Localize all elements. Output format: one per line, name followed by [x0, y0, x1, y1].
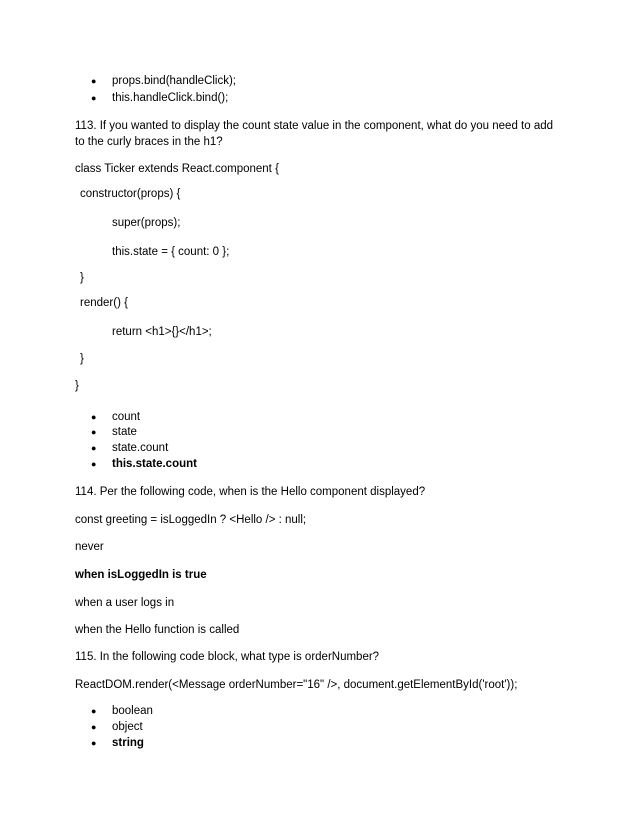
question-114: 114. Per the following code, when is the Hello component displayed?	[75, 486, 426, 498]
option-string-answer: string	[112, 737, 144, 749]
code-line: const greeting = isLoggedIn ? <Hello /> : null;	[75, 514, 307, 526]
list-item: this.handleClick.bind();	[112, 92, 229, 104]
option-state-count: state.count	[112, 442, 169, 454]
option-boolean: boolean	[112, 705, 153, 717]
question-113-line1: 113. If you wanted to display the count state value in the component, what do you need to add	[75, 120, 554, 132]
code-line: ReactDOM.render(<Message orderNumber="16" />, document.getElementById('root'));	[75, 679, 518, 691]
bullet-icon: ●	[91, 93, 97, 103]
question-115: 115. In the following code block, what type is orderNumber?	[75, 651, 380, 663]
bullet-icon: ●	[91, 412, 97, 422]
option-when-isloggedin-true-answer: when isLoggedIn is true	[75, 569, 207, 581]
code-line: }	[75, 380, 79, 392]
option-count: count	[112, 411, 141, 423]
question-113-line2: to the curly braces in the h1?	[75, 136, 223, 148]
code-line: }	[80, 353, 84, 365]
option-when-user-logs-in: when a user logs in	[75, 597, 175, 609]
bullet-icon: ●	[91, 427, 97, 437]
code-line: return <h1>{}</h1>;	[112, 326, 212, 338]
option-object: object	[112, 721, 143, 733]
bullet-icon: ●	[91, 722, 97, 732]
option-this-state-count-answer: this.state.count	[112, 458, 197, 470]
code-line: this.state = { count: 0 };	[112, 246, 230, 258]
bullet-icon: ●	[91, 459, 97, 469]
option-never: never	[75, 541, 104, 553]
bullet-icon: ●	[91, 738, 97, 748]
code-line: }	[80, 272, 84, 284]
list-item: props.bind(handleClick);	[112, 75, 237, 87]
bullet-icon: ●	[91, 706, 97, 716]
code-line: render() {	[80, 297, 128, 309]
bullet-icon: ●	[91, 76, 97, 86]
code-line: class Ticker extends React.component {	[75, 163, 279, 175]
code-line: constructor(props) {	[80, 188, 181, 200]
option-state: state	[112, 426, 137, 438]
bullet-icon: ●	[91, 443, 97, 453]
option-when-hello-called: when the Hello function is called	[75, 624, 240, 636]
code-line: super(props);	[112, 217, 181, 229]
